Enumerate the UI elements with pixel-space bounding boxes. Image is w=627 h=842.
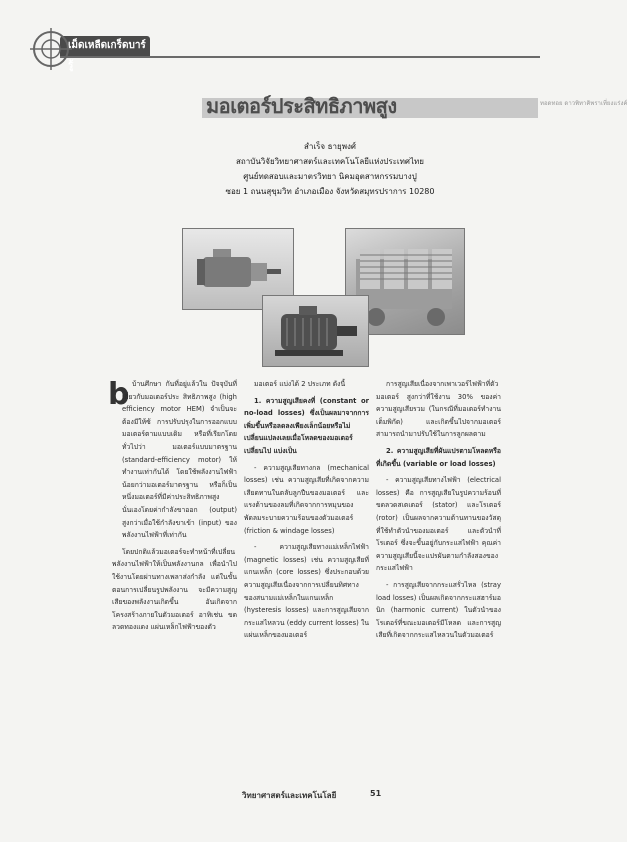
industrial-motor-photo xyxy=(262,295,369,367)
section-tab xyxy=(60,36,150,71)
target-logo-icon xyxy=(30,28,72,70)
paragraph: มอเตอร์ แบ่งได้ 2 ประเภท ดังนี้ xyxy=(254,380,346,388)
author-name: สำเร็จ ธายุพงศ์ xyxy=(304,142,356,151)
paragraph: บ้านศึกษา กันที่อยู่แล้วใน ปัจจุบันที่เกี่ยวกับมอเตอร์ประ สิทธิภาพสูง (high efficiency motor HEM) จำเป็นจะต้องมีให้ซ้ การปรับปรุงในการออกแบบมอเตอร์ตามแบบเดิม หรือที่เรียกโดยทั่วไปว่า มอเตอร์แบบมาตรฐาน (standard-efficiency motor) ให้ทำงานเท่ากันได้ โดยใช้พลังงานไฟฟ้าน้อยกว่ามอเตอร์มาตรฐาน หรือก็เป็นหนึ่งมอเตอร์ที่มีค่าประสิทธิภาพสูงนั่นเองโดยค่ากำลังขาออก (output) สูงกว่าเมื่อใช้กำลังขาเข้า (input) ของพลังงานไฟฟ้าที่เท่ากัน xyxy=(122,380,237,540)
drop-cap: b xyxy=(108,377,130,412)
body-column-1 xyxy=(112,378,237,638)
section-heading: 1. ความสูญเสียคงที่ (constant or no-load losses) ซึ่งเป็นผลมาจากการเพิ่มขึ้นหรือลดลงเพียงเล็กน้อยหรือไม่เปลี่ยนแปลงเลยเมื่อโหลดของมอเตอร์เปลี่ยนไป แบ่งเป็น xyxy=(244,396,369,455)
paragraph: - ความสูญเสียทางไฟฟ้า (electrical losses) คือ การสูญเสียในรูปความร้อนที่ขดลวดสเตเตอร์ (stator) และโรเตอร์ (rotor) เป็นผลจากความต้านทานของวัสดุที่ใช้ทำตัวนำของมอเตอร์ และตัวนำที่โรเตอร์ ซึ่งจะขึ้นอยู่กับกระแสไฟฟ้า คุณค่าความสูญเสียนี้จะแปรผันตามกำลังสองของกระแสไฟฟ้า xyxy=(376,476,501,573)
section-heading: 2. ความสูญเสียที่ผันแปรตามโหลดหรือที่เกิดขึ้น (variable or load losses) xyxy=(376,446,501,468)
body-column-2 xyxy=(244,378,369,646)
article-title: มอเตอร์ประสิทธิภาพสูง xyxy=(206,94,397,118)
paragraph: โดยปกติแล้วมอเตอร์จะทำหน้าที่เปลี่ยนพลังงานไฟฟ้าให้เป็นพลังงานกล เพื่อนำไปใช้งานโดยผ่านทางเพลาส่งกำลัง แต่ในขั้นตอนการเปลี่ยนรูปพลังงาน จะมีความสูญเสียของพลังงานเกิดขึ้น อันเกิดจากโครงสร้างภายในตัวมอเตอร์ อาทิเช่น ขดลวดทองแดง แผ่นเหล็กไฟฟ้าของตัว xyxy=(112,547,237,632)
section-tab-label: เม็ดเหลืดเกร็ดบาร์รู้ xyxy=(68,40,146,71)
paragraph: - การสูญเสียจากกระแสรั่วไหล (stray load losses) เป็นผลเกิดจากกระแสฮาร์มอนิก (harmonic current) ในตัวนำของโรเตอร์ที่ขณะมอเตอร์มีโหลด และการสูญเสียที่เกิดจากกระแสไหลวนในตัวมอเตอร์ xyxy=(376,580,501,640)
page-number: 51 xyxy=(370,789,382,798)
paragraph: - ความสูญเสียทางกล (mechanical losses) เช่น ความสูญเสียที่เกิดจากความเสียดทานในตลับลูกปืนของมอเตอร์ และแรงต้านของลมที่เกิดจากการหมุนของพัดลมระบายความร้อนของตัวมอเตอร์ (friction & windage losses) xyxy=(244,463,369,535)
affiliation-line-2: ศูนย์ทดสอบและมาตรวิทยา นิคมอุตสาหกรรมบางปู xyxy=(243,172,417,181)
paragraph: - ความสูญเสียทางแม่เหล็กไฟฟ้า (magnetic losses) เช่น ความสูญเสียที่แกนเหล็ก (core losses) ซึ่งประกอบด้วยความสูญเสียเนื่องจากการเปลี่ยนทิศทางของสนามแม่เหล็กในแกนเหล็ก (hysteresis losses) และการสูญเสียจากกระแสไหลวน (eddy current losses) ในแผ่นเหล็กของมอเตอร์ xyxy=(244,543,369,640)
paragraph: การสูญเสียเนื่องจากเพาเวอร์ไฟฟ้าที่ตัวมอเตอร์ สูงกว่าที่ใช้งาน 30% ของค่าความสูญเสียรวม (ในกรณีที่มอเตอร์ทำงานเต็มพิกัด) และเกิดขึ้นไปจากมอเตอร์สามารถนำมาปรับใช้ในการลูกผลตาม xyxy=(376,380,501,439)
affiliation-line-1: สถาบันวิจัยวิทยาศาสตร์และเทคโนโลยีแห่งประเทศไทย xyxy=(236,157,424,166)
affiliation-line-3: ซอย 1 ถนนสุขุมวิท อำเภอเมือง จังหวัดสมุทรปราการ 10280 xyxy=(225,187,435,196)
body-column-3 xyxy=(376,378,501,646)
adjacent-page-fragment: ทอดทอย ดาวพิทาคิพราเที่ยงแร่งค์ xyxy=(540,100,627,107)
footer-journal-name: วิทยาศาสตร์และเทคโนโลยี xyxy=(242,791,337,800)
